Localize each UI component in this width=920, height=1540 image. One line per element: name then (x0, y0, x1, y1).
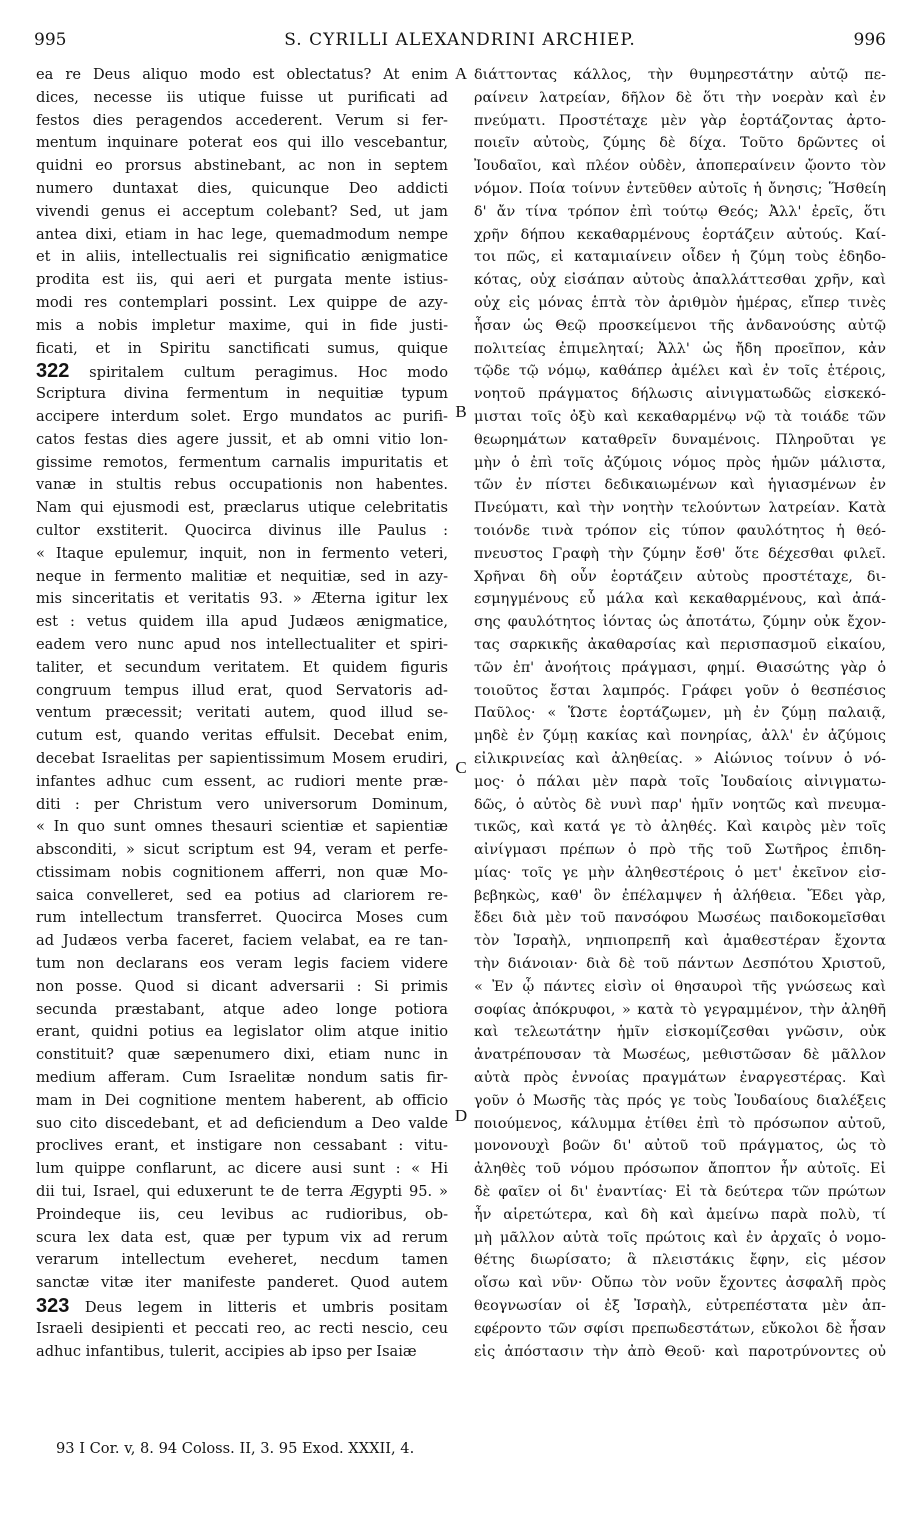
greek-text-line: οὐχ εἰς μόνας ἑπτὰ τὸν ἀριθμὸν ἡμέρας, εἴπερ τινὲς (474, 294, 886, 311)
greek-text-line: δ' ἄν τίνα τρόπον ἐπὶ τούτῳ Θεός; Ἀλλ' ἐρεῖς, ὅτι (474, 203, 886, 220)
greek-text-line: εἰς ἀπόστασιν τὴν ἀπὸ Θεοῦ· καὶ παροτρύνοντες οὐ (474, 1343, 886, 1360)
latin-text-line: ad Judæos verba faceret, faciem velabat, ea re tan- (36, 932, 448, 950)
greek-text-line: τῶν ἐν πίστει δεδικαιωμένων καὶ ἡγιασμένων ἐν (474, 477, 886, 494)
greek-text-line: γοῦν ὁ Μωσῆς τὰς πρός γε τοὺς Ἰουδαίους διαλέξεις (474, 1092, 886, 1109)
latin-text-line: saica convelleret, sed ea potius ad clariorem re- (36, 886, 448, 904)
page-marker: 322 (36, 360, 70, 383)
greek-text-line: Πνεύματι, καὶ τὴν νοητὴν τελούντων λατρείαν. Κατὰ (474, 500, 886, 517)
latin-text-line (36, 1295, 448, 1318)
greek-text-line: εφέροντο τῶν σφίσι πρεπωδεστάτων, εὔκολοι δὲ ἦσαν (474, 1320, 886, 1337)
latin-text-line: ficati, et in Spiritu sanctificati sumus, quique (36, 339, 448, 357)
latin-text-line: medium afferam. Cum Israelitæ nondum satis fir- (36, 1069, 448, 1087)
greek-text-line: εἰλικρινείας καὶ ἀληθείας. » Αἰώνιος τοίνυν ὁ νό- (474, 750, 886, 767)
page-number-right: 996 (853, 30, 886, 50)
greek-text-line: θεωρημάτων καταθρεῖν δυναμένοις. Πληροῦται γε (474, 431, 886, 448)
greek-text-line: ἔδει διὰ μὲν τοῦ πανσόφου Μωσέως παιδοκομεῖσθαι (474, 910, 886, 927)
greek-text-line: τὴν διάνοιαν· διὰ δὲ τοῦ πάντων Δεσπότου Χριστοῦ, (474, 956, 886, 973)
latin-text-line: mam in Dei cognitione mentem haberent, ab officio (36, 1091, 448, 1109)
greek-text-line: μὴ μᾶλλον αὐτὰ τοῖς πρώτοις καὶ ἐν ἀρχαῖς ὁ νομο- (474, 1229, 886, 1246)
greek-text-line: δῶς, ὁ αὐτὸς δὲ νυνὶ παρ' ἡμῖν νοητῶς καὶ πνευμα- (474, 796, 886, 813)
latin-text-line: ctissimam nobis cognitionem afferri, non quæ Mo- (36, 863, 448, 881)
latin-text-line: taliter, et secundum veritatem. Et quidem figuris (36, 658, 448, 676)
latin-text-line: Scriptura divina fermentum in nequitiæ typum (36, 385, 448, 403)
greek-text-line: ραίνειν λατρείαν, δῆλον δὲ ὅτι τὴν νοερὰν καὶ ἐν (474, 89, 886, 106)
greek-text-line: μος· ὁ πάλαι μὲν παρὰ τοῖς Ἰουδαίοις αἰνιγματω- (474, 773, 886, 790)
greek-text-line: πνευστος Γραφὴ τὴν ζύμην ἔσθ' ὅτε δέχεσθαι φιλεῖ. (474, 545, 886, 562)
greek-text-line: μίας· τοῖς γε μὴν ἀληθεστέροις ὁ μετ' ἐκεῖνον εἰσ- (474, 864, 886, 881)
greek-text-line: ἀληθὲς τοῦ νόμου πρόσωπον ἄποπτον ἦν αὐτοῖς. Εἰ (474, 1161, 886, 1178)
latin-text-line: Israeli desipienti et peccati reo, ac recti nescio, ceu (36, 1319, 448, 1337)
greek-text-line: τοι πῶς, εἰ καταμιαίνειν οἶδεν ἡ ζύμη τοὺς ἐδηδο- (474, 249, 886, 266)
greek-text-line: αἰνίγμασι πρέπων ὁ πρὸ τῆς τοῦ Σωτῆρος ἐπιδη- (474, 842, 886, 859)
greek-text-line: θέτης διωρίσατο; ἃ πλειστάκις ἔφην, εἰς μέσον (474, 1252, 886, 1269)
latin-text-line: prodita est iis, qui aeri et purgata mente istius- (36, 271, 448, 289)
latin-text-line: rum intellectum transferret. Quocirca Moses cum (36, 909, 448, 927)
latin-text-line: festos dies peragendos accederent. Verum si fer- (36, 111, 448, 129)
latin-text-line: suo cito discedebant, et ad deficiendum a Deo valde (36, 1114, 448, 1132)
greek-text-line: μὴν ὁ ἐπὶ τοῖς ἀζύμοις νόμος πρὸς ἡμῶν μάλιστα, (474, 454, 886, 471)
greek-text-line: οἴσω καὶ νῦν· Οὔπω τὸν νοῦν ἔχοντες ἀσφαλῆ πρὸς (474, 1275, 886, 1292)
greek-text-line: « Ἐν ᾧ πάντες εἰσὶν οἱ θησαυροὶ τῆς γνώσεως καὶ (474, 978, 886, 995)
greek-text-line: τὸν Ἰσραὴλ, νηπιοπρεπῆ καὶ ἀμαθεστέραν ἔχοντα (474, 933, 886, 950)
latin-text-line: infantes adhuc cum essent, ac rudiori mente præ- (36, 772, 448, 790)
greek-text-line: τοιοῦτος ἔσται λαμπρός. Γράφει γοῦν ὁ θεσπέσιος (474, 682, 886, 699)
latin-text-line: diti : per Christum vero universorum Dominum, (36, 795, 448, 813)
latin-text-line: secunda præstabant, atque adeo longe potiora (36, 1000, 448, 1018)
greek-text-line: τας σαρκικῆς ἀκαθαρσίας καὶ περισπασμοῦ εἰκαίου, (474, 636, 886, 653)
margin-letter-d: D (454, 1106, 468, 1125)
latin-text-line: tum non declarans eos veram legis faciem videre (36, 955, 448, 973)
latin-text-line: mentum inquinare poterat eos qui illo vescebantur, (36, 134, 448, 152)
running-header (0, 30, 920, 56)
latin-text-line: Nam qui ejusmodi est, præclarus utique celebritatis (36, 499, 448, 517)
latin-text-line: « Itaque epulemur, inquit, non in fermento veteri, (36, 544, 448, 562)
latin-text-line: gissime remotos, fermentum carnalis impuritatis et (36, 453, 448, 471)
latin-text-line (36, 360, 448, 383)
latin-text-line: lum quippe conflarunt, ac dicere ausi sunt : « Hi (36, 1160, 448, 1178)
greek-text-line: τῷδε τῷ νόμῳ, καθάπερ ἀμέλει καὶ ἐν τοῖς ἑτέροις, (474, 363, 886, 380)
margin-letter-c: C (455, 758, 467, 777)
greek-text-line: θεογνωσίαν οἱ ἐξ Ἰσραὴλ, εὐτρεπέστατα μὲν ἀπ- (474, 1298, 886, 1315)
latin-text-line: absconditi, » sicut scriptum est 94, veram et perfe- (36, 841, 448, 859)
latin-text-line: « In quo sunt omnes thesauri scientiæ et sapientiæ (36, 818, 448, 836)
greek-text-line: τοιόνδε τινὰ τρόπον εἰς τύπον φαυλότητος ἡ θεό- (474, 522, 886, 539)
latin-text-line: mis a nobis impletur maxime, qui in fide justi- (36, 316, 448, 334)
greek-text-line: διάττοντας κάλλος, τὴν θυμηρεστάτην αὐτῷ πε- (474, 67, 886, 83)
greek-text-line: μισται τοῖς ὀξὺ καὶ κεκαθαρμένῳ νῷ τὰ τοιάδε τῶν (474, 408, 886, 425)
latin-text-line: decebat Israelitas per sapientissimum Mosem erudiri, (36, 749, 448, 767)
latin-text-line: erant, quidni potius ea legislator olim atque initio (36, 1023, 448, 1041)
greek-column (474, 64, 886, 1363)
latin-text-line: eadem vero nunc apud nos intellectualiter et spiri- (36, 635, 448, 653)
latin-text-line: dices, necesse iis utique fuisse ut purificati ad (36, 88, 448, 106)
latin-text-line: ventum præcessit; veritati autem, quod illud se- (36, 704, 448, 722)
greek-text-line: μονονουχὶ βοῶν δι' αὐτοῦ τοῦ πράγματος, ὡς τὸ (474, 1138, 886, 1155)
latin-text-line: vanæ in stultis rebus occupationis non habentes. (36, 476, 448, 494)
margin-letter-a: A (454, 64, 468, 83)
latin-text-line: cutum est, quando veritas effulsit. Decebat enim, (36, 727, 448, 745)
latin-text-line: neque in fermento malitiæ et nequitiæ, sed in azy- (36, 567, 448, 585)
greek-text-line: Ἰουδαῖοι, καὶ πλέον οὐδὲν, ἀποπεραίνειν ᾤοντο τὸν (474, 158, 886, 175)
latin-text-line: et in aliis, intellectualis rei significatio ænigmatice (36, 248, 448, 266)
greek-text-line: αὐτὰ πρὸς ἐννοίας πραγμάτων ἐναργεστέρας. Καὶ (474, 1070, 886, 1087)
greek-text-line: ποιεῖν αὐτοὺς, ζύμης δὲ δίχα. Τοῦτο δρῶντες οἱ (474, 135, 886, 152)
footnotes: 93 I Cor. v, 8. 94 Coloss. II, 3. 95 Exod. XXXII, 4. (56, 1440, 415, 1457)
greek-text-line: τικῶς, καὶ κατά γε τὸ ἀληθές. Καὶ καιρὸς μὲν τοῖς (474, 819, 886, 836)
latin-text-line: scura lex data est, quæ per typum vix ad rerum (36, 1228, 448, 1246)
greek-text-line: ἀνατρέπουσαν τὰ Μωσέως, μεθιστῶσαν δὲ μᾶλλον (474, 1047, 886, 1064)
greek-text-line: ἦσαν ὡς Θεῷ προσκείμενοι τῆς ἀνδανούσης αὐτῷ (474, 317, 886, 334)
greek-text-line: πνεύματι. Προστέταχε μὲν γὰρ ἑορτάζοντας ἀρτο- (474, 112, 886, 129)
greek-text-line: σης φαυλότητος ἰόντας ὡς ἀποτάτω, ζύμην οὐκ ἔχον- (474, 614, 886, 631)
latin-text-line: antea dixi, etiam in hac lege, quemadmodum nempe (36, 225, 448, 243)
greek-text-line: Παῦλος· « Ὥστε ἑορτάζωμεν, μὴ ἐν ζύμῃ παλαιᾷ, (474, 705, 886, 722)
latin-text-line: est : vetus quidem illa apud Judæos ænigmatice, (36, 613, 448, 631)
latin-text-line: modi res contemplari possint. Lex quippe de azy- (36, 293, 448, 311)
latin-text-line: vivendi genus ei acceptum colebant? Sed, ut jam (36, 202, 448, 220)
greek-text-line: δὲ φαῖεν οἱ δι' ἐναντίας· Εἰ τὰ δεύτερα τῶν πρώτων (474, 1184, 886, 1201)
latin-line-text: Deus legem in litteris et umbris positam (84, 1299, 448, 1317)
greek-text-line: καὶ τελεωτάτην ἡμῖν εἰσκομίζεσθαι γνῶσιν, οὐκ (474, 1024, 886, 1041)
greek-text-line: βεβηκὼς, καθ' ὃν ἐπέλαμψεν ἡ ἀλήθεια. Ἔδει γὰρ, (474, 887, 886, 904)
greek-text-line: χρῆν δήπου κεκαθαρμένους ἑορτάζειν αὐτούς. Καί- (474, 226, 886, 243)
latin-text-line: dii tui, Israel, qui eduxerunt te de terra Ægypti 95. » (36, 1183, 448, 1201)
latin-text-line: quidni eo prorsus abstinebant, ac non in septem (36, 157, 448, 175)
greek-text-line: τῶν ἐπ' ἀνοήτοις πράγμασι, φημί. Θιασώτης γὰρ ὁ (474, 659, 886, 676)
greek-text-line: νόμον. Ποία τοίνυν ἐντεῦθεν αὐτοῖς ἡ ὄνησις; Ἥσθείη (474, 180, 886, 197)
latin-text-line: sanctæ vitæ iter manifeste panderet. Quod autem (36, 1274, 448, 1292)
latin-text-line: ea re Deus aliquo modo est oblectatus? At enim (36, 66, 448, 83)
latin-text-line: adhuc infantibus, tulerit, accipies ab ipso per Isaiæ (36, 1342, 417, 1360)
latin-text-line: verarum intellectum eveheret, necdum tamen (36, 1251, 448, 1269)
page-number-left: 995 (34, 30, 67, 50)
margin-letter-b: B (455, 402, 467, 421)
greek-text-line: κότας, οὐχ εἰσάπαν αὐτοὺς ἀπαλλάττεσθαι χρῆν, καὶ (474, 272, 886, 289)
latin-line-text: spiritalem cultum peragimus. Hoc modo (89, 364, 448, 382)
greek-text-line: πολιτείας ἐπιμεληταί; Ἀλλ' ὡς ἤδη προεῖπον, κἀν (474, 340, 886, 357)
latin-text-line: accipere interdum solet. Ergo mundatos ac purifi- (36, 407, 448, 425)
latin-text-line: proclives erant, et instigare non cessabant : vitu- (36, 1137, 448, 1155)
latin-text-line: catos festas dies agere jussit, et ab omni vitio lon- (36, 430, 448, 448)
greek-text-line: Χρῆναι δὴ οὖν ἑορτάζειν αὐτοὺς προστέταχε, δι- (474, 568, 886, 585)
latin-text-line: non posse. Quod si dicant adversarii : Si primis (36, 977, 448, 995)
latin-text-line: numero duntaxat dies, quicunque Deo addicti (36, 179, 448, 197)
latin-text-line: mis sinceritatis et veritatis 93. » Æterna igitur lex (36, 590, 448, 608)
greek-text-line: εσμηγμένους εὖ μάλα καὶ κεκαθαρμένους, καὶ ἀπά- (474, 591, 886, 608)
greek-text-line: νοητοῦ πράγματος δήλωσις αἰνιγματωδῶς εἰσκεκό- (474, 386, 886, 403)
latin-text-line: constituit? quæ sæpenumero dixi, etiam nunc in (36, 1046, 448, 1064)
greek-text-line: ἦν αἱρετώτερα, καὶ δὴ καὶ ἀμείνω παρὰ πολὺ, τί (474, 1206, 886, 1223)
greek-text-line: σοφίας ἀπόκρυφοι, » κατὰ τὸ γεγραμμένον, τὴν ἀληθῆ (474, 1001, 886, 1018)
latin-text-line: Proindeque iis, ceu levibus ac rudioribus, ob- (36, 1205, 448, 1223)
running-title: S. CYRILLI ALEXANDRINI ARCHIEP. (284, 30, 636, 50)
greek-text-line: μηδὲ ἐν ζύμῃ κακίας καὶ πονηρίας, ἀλλ' ἐν ἀζύμοις (474, 728, 886, 745)
page-marker: 323 (36, 1295, 70, 1318)
latin-text-line: congruum tempus illud erat, quod Servatoris ad- (36, 681, 448, 699)
latin-text-line: cultor exstiterit. Quocirca divinus ille Paulus : (36, 521, 448, 539)
greek-text-line: ποιούμενος, κάλυμμα ἐτίθει ἐπὶ τὸ πρόσωπον αὐτοῦ, (474, 1115, 886, 1132)
latin-column (36, 64, 448, 1363)
